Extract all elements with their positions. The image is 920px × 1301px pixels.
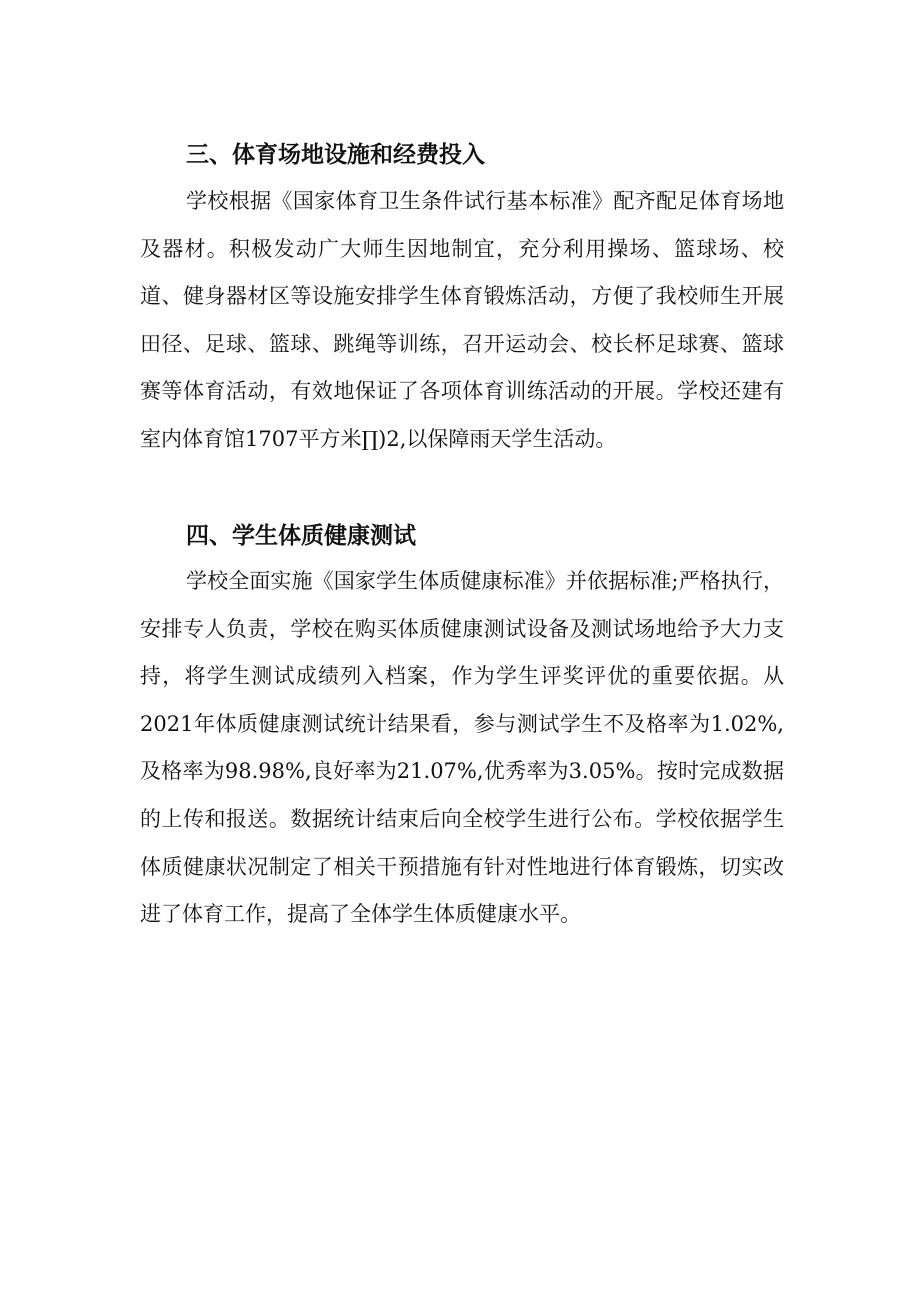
section-heading-fitness-test: 四、学生体质健康测试 [186,523,416,549]
section-body-facilities: 学校根据《国家体育卫生条件试行基本标准》配齐配足体育场地及器材。积极发动广大师生因地制宜，充分利用操场、篮球场、校道、健身器材区等设施安排学生体育锻炼活动，方便了我校师生开展田径、足球、篮球、跳绳等训练，召开运动会、校长杯足球赛、篮球赛等体育活动，有效地保证了各项体育训练活动的开展。学校还建有室内体育馆1707平方米∏)2,以保障雨天学生活动。 [140,189,784,451]
section-body-fitness-test: 学校全面实施《国家学生体质健康标准》并依据标准;严格执行，安排专人负责，学校在购买体质健康测试设备及测试场地给予大力支持，将学生测试成绩列入档案，作为学生评奖评优的重要依据。从2021年体质健康测试统计结果看，参与测试学生不及格率为1.02%,及格率为98.98%,良好率为21.07%,优秀率为3.05%。按时完成数据的上传和报送。数据统计结束后向全校学生进行公布。学校依据学生体质健康状况制定了相关干预措施有针对性地进行体育锻炼，切实改进了体育工作，提高了全体学生体质健康水平。 [140,569,784,927]
section-heading-facilities: 三、体育场地设施和经费投入 [186,142,485,168]
